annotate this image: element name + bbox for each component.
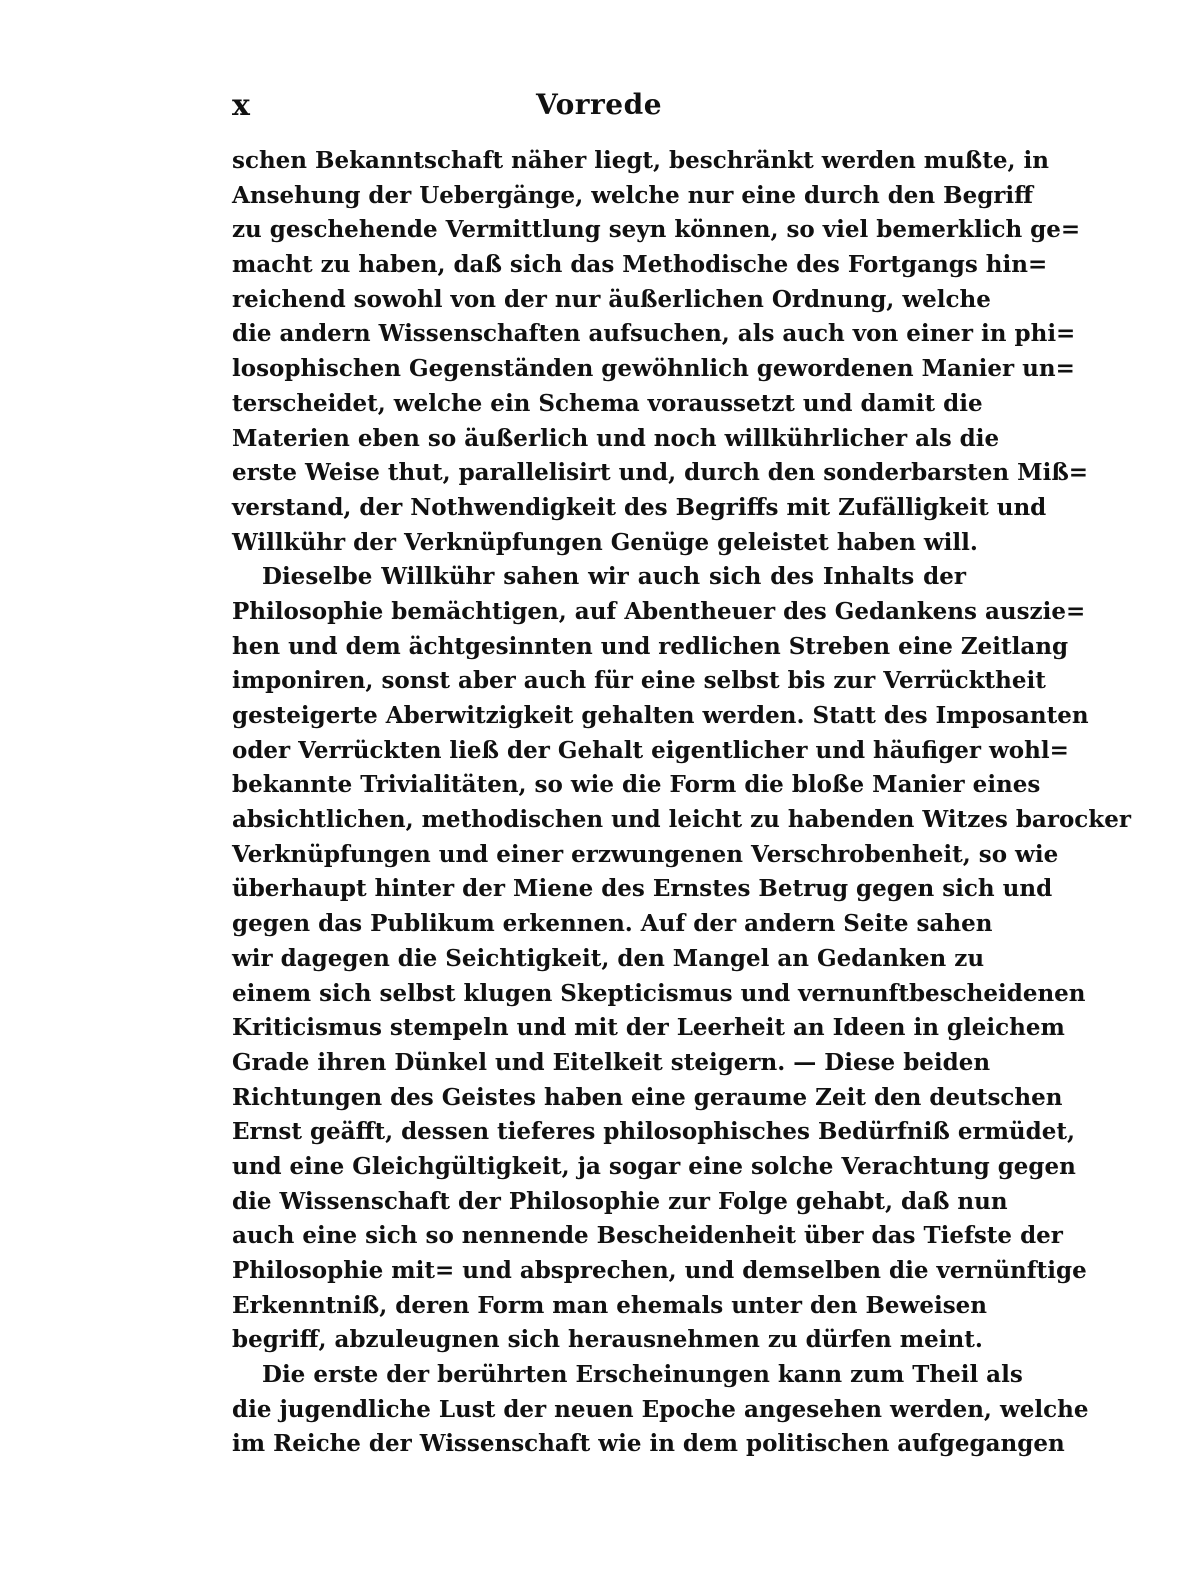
body-text: [232, 144, 1131, 1462]
text-line: imponiren, sonst aber auch für eine selbst bis zur Verrücktheit: [232, 667, 1046, 695]
text-line: Ernst geäfft, dessen tieferes philosophisches Bedürfniß ermüdet,: [232, 1118, 1075, 1146]
text-line: hen und dem ächtgesinnten und redlichen Streben eine Zeitlang: [232, 632, 1069, 660]
text-line: bekannte Trivialitäten, so wie die Form die bloße Manier eines: [232, 771, 1041, 799]
text-line: Erkenntniß, deren Form man ehemals unter den Beweisen: [232, 1291, 988, 1319]
text-line: Richtungen des Geistes haben eine geraume Zeit den deutschen: [232, 1083, 1063, 1111]
text-line: absichtlichen, methodischen und leicht zu habenden Witzes barocker: [232, 806, 1131, 834]
text-line: erste Weise thut, parallelisirt und, durch den sonderbarsten Miß=: [232, 459, 1089, 487]
text-line: Die erste der berührten Erscheinungen kann zum Theil als: [262, 1361, 1023, 1389]
text-line: Verknüpfungen und einer erzwungenen Verschrobenheit, so wie: [232, 840, 1059, 868]
text-line: Materien eben so äußerlich und noch willkührlicher als die: [232, 424, 1000, 452]
text-line: schen Bekanntschaft näher liegt, beschränkt werden mußte, in: [232, 147, 1050, 174]
text-line: Ansehung der Uebergänge, welche nur eine durch den Begriff: [232, 181, 1034, 209]
text-line: einem sich selbst klugen Skepticismus und vernunftbescheidenen: [232, 979, 1086, 1007]
page-header: [232, 88, 966, 128]
text-line: gegen das Publikum erkennen. Auf der andern Seite sahen: [232, 910, 993, 938]
text-line: wir dagegen die Seichtigkeit, den Mangel an Gedanken zu: [232, 944, 985, 972]
text-line: losophischen Gegenständen gewöhnlich gewordenen Manier un=: [232, 355, 1075, 383]
text-line: Kriticismus stempeln und mit der Leerheit an Ideen in gleichem: [232, 1014, 1065, 1042]
text-line: verstand, der Nothwendigkeit des Begriffs mit Zufälligkeit und: [232, 493, 1047, 521]
text-line: die andern Wissenschaften aufsuchen, als auch von einer in phi=: [232, 320, 1076, 348]
text-line: Willkühr der Verknüpfungen Genüge geleistet haben will.: [232, 528, 978, 556]
text-line: die Wissenschaft der Philosophie zur Folge gehabt, daß nun: [232, 1187, 1008, 1215]
text-line: Philosophie bemächtigen, auf Abentheuer des Gedankens auszie=: [232, 597, 1086, 625]
text-line: Dieselbe Willkühr sahen wir auch sich des Inhalts der: [262, 563, 966, 591]
text-line: Grade ihren Dünkel und Eitelkeit steigern. — Diese beiden: [232, 1048, 991, 1076]
text-line: die jugendliche Lust der neuen Epoche angesehen werden, welche: [232, 1395, 1089, 1423]
running-title: Vorrede: [535, 88, 663, 121]
text-line: gesteigerte Aberwitzigkeit gehalten werden. Statt des Imposanten: [232, 702, 1089, 729]
text-line: auch eine sich so nennende Bescheidenheit über das Tiefste der: [232, 1222, 1063, 1250]
text-line: oder Verrückten ließ der Gehalt eigentlicher und häufiger wohl=: [232, 736, 1069, 764]
page-number: x: [232, 88, 250, 123]
text-line: macht zu haben, daß sich das Methodische des Fortgangs hin=: [232, 251, 1048, 279]
text-line: zu geschehende Vermittlung seyn können, so viel bemerklich ge=: [232, 216, 1081, 244]
text-line: im Reiche der Wissenschaft wie in dem politischen aufgegangen: [232, 1430, 1065, 1458]
text-line: terscheidet, welche ein Schema voraussetzt und damit die: [232, 389, 983, 417]
text-line: begriff, abzuleugnen sich herausnehmen zu dürfen meint.: [232, 1326, 983, 1354]
text-line: Philosophie mit= und absprechen, und demselben die vernünftige: [232, 1257, 1087, 1284]
text-line: überhaupt hinter der Miene des Ernstes Betrug gegen sich und: [232, 875, 1053, 903]
text-line: reichend sowohl von der nur äußerlichen Ordnung, welche: [232, 285, 991, 313]
text-line: und eine Gleichgültigkeit, ja sogar eine solche Verachtung gegen: [232, 1152, 1076, 1180]
